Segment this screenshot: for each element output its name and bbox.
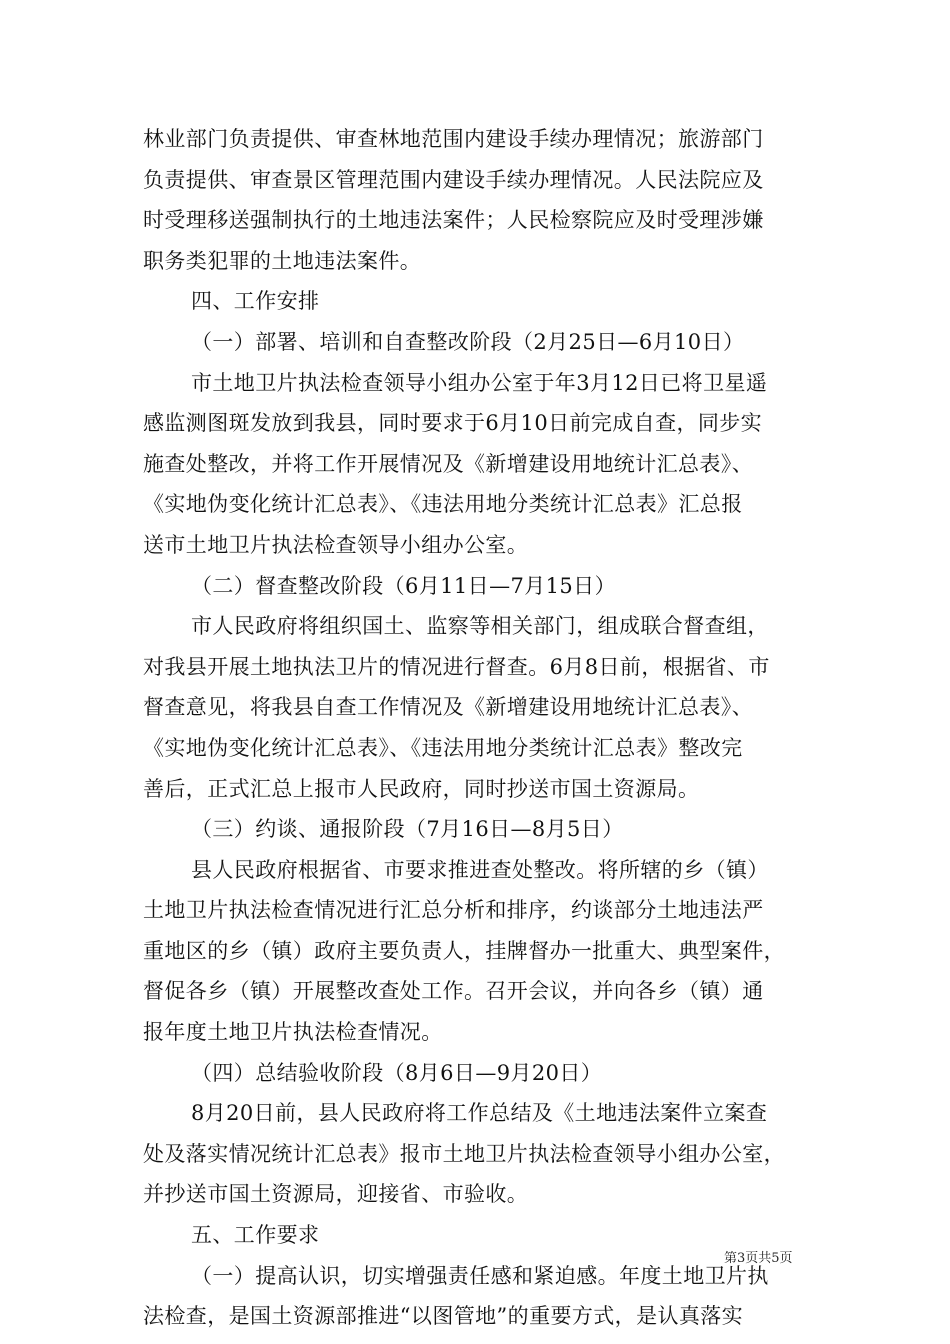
text-line: 《实地伪变化统计汇总表》、《违法用地分类统计汇总表》整改完	[143, 735, 743, 760]
section-heading: 四、工作安排	[191, 289, 320, 314]
text-line: 土地卫片执法检查情况进行汇总分析和排序，约谈部分土地违法严	[143, 898, 764, 923]
document-body	[143, 119, 815, 1337]
subsection-heading: （三）约谈、通报阶段（7月16日—8月5日）	[191, 817, 624, 842]
text-line: 重地区的乡（镇）政府主要负责人，挂牌督办一批重大、典型案件，	[143, 938, 785, 963]
text-line: 对我县开展土地执法卫片的情况进行督查。6月8日前，根据省、市	[143, 654, 770, 679]
text-line: 送市土地卫片执法检查领导小组办公室。	[143, 532, 529, 557]
text-line: 督促各乡（镇）开展整改查处工作。召开会议，并向各乡（镇）通	[143, 979, 764, 1004]
subsection-heading: （二）督查整改阶段（6月11日—7月15日）	[191, 573, 616, 598]
page-number-footer: 第3页共5页	[724, 1251, 793, 1266]
text-line: 善后，正式汇总上报市人民政府，同时抄送市国土资源局。	[143, 776, 700, 801]
text-line: 施查处整改，并将工作开展情况及《新增建设用地统计汇总表》、	[143, 451, 754, 476]
text-line: 法检查，是国土资源部推进“以图管地”的重要方式，是认真落实	[143, 1304, 744, 1329]
text-line: 并抄送市国土资源局，迎接省、市验收。	[143, 1182, 529, 1207]
subsection-heading: （一）部署、培训和自查整改阶段（2月25日—6月10日）	[191, 329, 745, 354]
subsection-heading: （四）总结验收阶段（8月6日—9月20日）	[191, 1060, 603, 1085]
text-line: （一）提高认识，切实增强责任感和紧迫感。年度土地卫片执	[191, 1263, 769, 1288]
text-line: 职务类犯罪的土地违法案件。	[143, 248, 422, 273]
text-line: 8月20日前，县人民政府将工作总结及《土地违法案件立案查	[191, 1101, 768, 1126]
text-line: 负责提供、审查景区管理范围内建设手续办理情况。人民法院应及	[143, 167, 764, 192]
text-line: 时受理移送强制执行的土地违法案件；人民检察院应及时受理涉嫌	[143, 208, 764, 233]
text-line: 县人民政府根据省、市要求推进查处整改。将所辖的乡（镇）	[191, 857, 769, 882]
text-line: 《实地伪变化统计汇总表》、《违法用地分类统计汇总表》汇总报	[143, 492, 743, 517]
text-line: 市人民政府将组织国土、监察等相关部门，组成联合督查组，	[191, 614, 769, 639]
text-line: 处及落实情况统计汇总表》报市土地卫片执法检查领导小组办公室，	[143, 1141, 785, 1166]
text-line: 督查意见，将我县自查工作情况及《新增建设用地统计汇总表》、	[143, 695, 754, 720]
text-line: 报年度土地卫片执法检查情况。	[143, 1020, 443, 1045]
text-line: 感监测图斑发放到我县，同时要求于6月10日前完成自查，同步实	[143, 411, 763, 436]
section-heading: 五、工作要求	[191, 1223, 320, 1248]
text-line: 市土地卫片执法检查领导小组办公室于年3月12日已将卫星遥	[191, 370, 768, 395]
text-line: 林业部门负责提供、审查林地范围内建设手续办理情况；旅游部门	[143, 127, 764, 151]
